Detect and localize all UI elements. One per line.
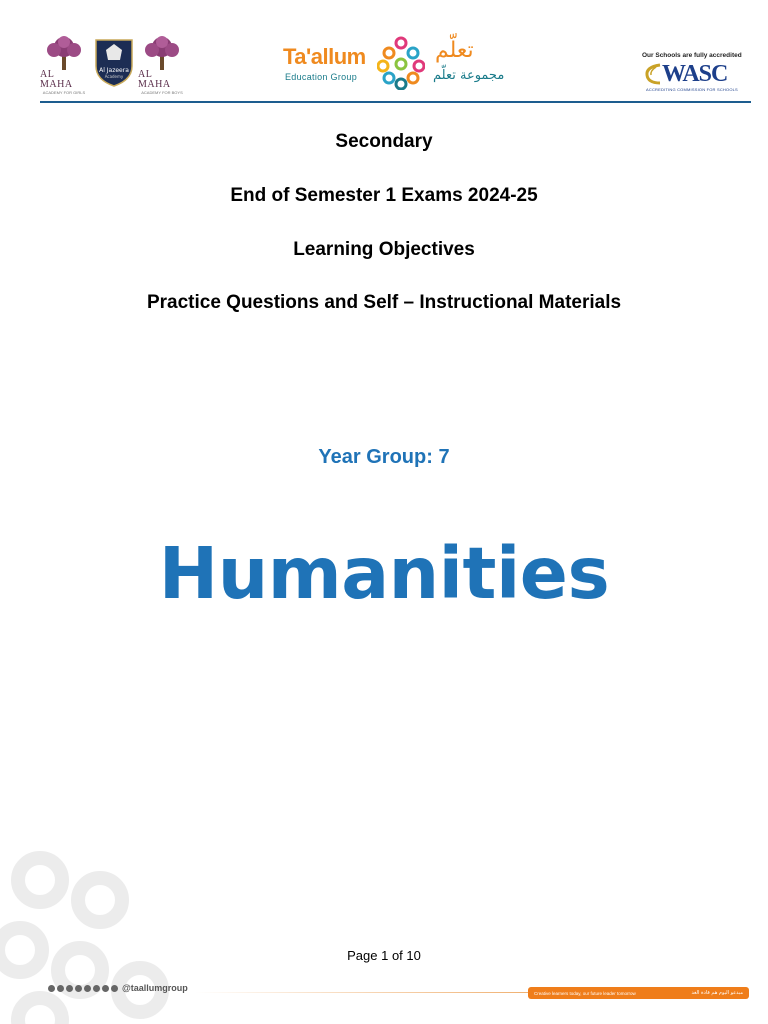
- accreditation-top-text: Our Schools are fully accredited: [642, 52, 742, 59]
- al-jazeera-logo: [91, 36, 136, 88]
- wasc-accreditation-logo: [642, 52, 750, 96]
- tree-icon: [141, 36, 183, 70]
- slogan-arabic: مبدعو اليوم هم قادة الغد: [691, 990, 743, 996]
- footer-divider: [195, 992, 530, 993]
- brand-arabic-name: تعلّم: [435, 38, 474, 63]
- year-group-label: Year Group: 7: [318, 446, 450, 468]
- logo-subtitle: ACADEMY FOR BOYS: [141, 90, 183, 95]
- al-maha-girls-logo: [40, 36, 88, 95]
- page-number: Page 1 of 10: [347, 948, 421, 963]
- page-header: [0, 0, 768, 110]
- materials-title: Practice Questions and Self – Instructional Materials: [146, 292, 622, 313]
- brand-name: Ta'allum: [283, 44, 366, 69]
- logo-name: AL MAHA: [138, 69, 171, 90]
- rings-icon: [377, 36, 425, 90]
- level-title: Secondary: [335, 131, 433, 152]
- header-divider: [40, 101, 751, 103]
- brand-subtitle: Education Group: [285, 72, 358, 82]
- social-handle[interactable]: @taallumgroup: [122, 983, 188, 993]
- logo-subtitle: ACADEMY FOR GIRLS: [42, 90, 86, 95]
- shield-icon: [92, 36, 136, 88]
- snapchat-icon[interactable]: [57, 985, 64, 992]
- linkedin-icon[interactable]: [111, 985, 118, 992]
- accreditation-name: WASC: [662, 61, 728, 87]
- logo-name: AL MAHA: [40, 69, 73, 90]
- tiktok-icon[interactable]: [75, 985, 82, 992]
- facebook-icon[interactable]: [102, 985, 109, 992]
- threads-icon[interactable]: [93, 985, 100, 992]
- slogan-english: Creative learners today, our future leader tomorrow: [534, 990, 636, 996]
- section-title: Learning Objectives: [293, 239, 475, 260]
- brand-arabic-subtitle: مجموعة تعلّم: [433, 68, 505, 83]
- taallum-logo: [283, 36, 528, 92]
- social-links: [48, 983, 188, 993]
- page-footer: [0, 980, 768, 1024]
- exam-title: End of Semester 1 Exams 2024-25: [230, 185, 538, 206]
- instagram-icon[interactable]: [48, 985, 55, 992]
- laurel-icon: [644, 63, 664, 85]
- youtube-icon[interactable]: [84, 985, 91, 992]
- subject-title: Humanities: [158, 532, 610, 615]
- logo-name: Al Jazeera: [98, 67, 129, 74]
- tree-icon: [43, 36, 85, 70]
- logo-subtitle: Academy: [104, 74, 123, 79]
- slogan-banner: [528, 987, 749, 999]
- twitter-icon[interactable]: [66, 985, 73, 992]
- accreditation-bottom-text: ACCREDITING COMMISSION FOR SCHOOLS: [646, 87, 738, 92]
- al-maha-boys-logo: [138, 36, 186, 95]
